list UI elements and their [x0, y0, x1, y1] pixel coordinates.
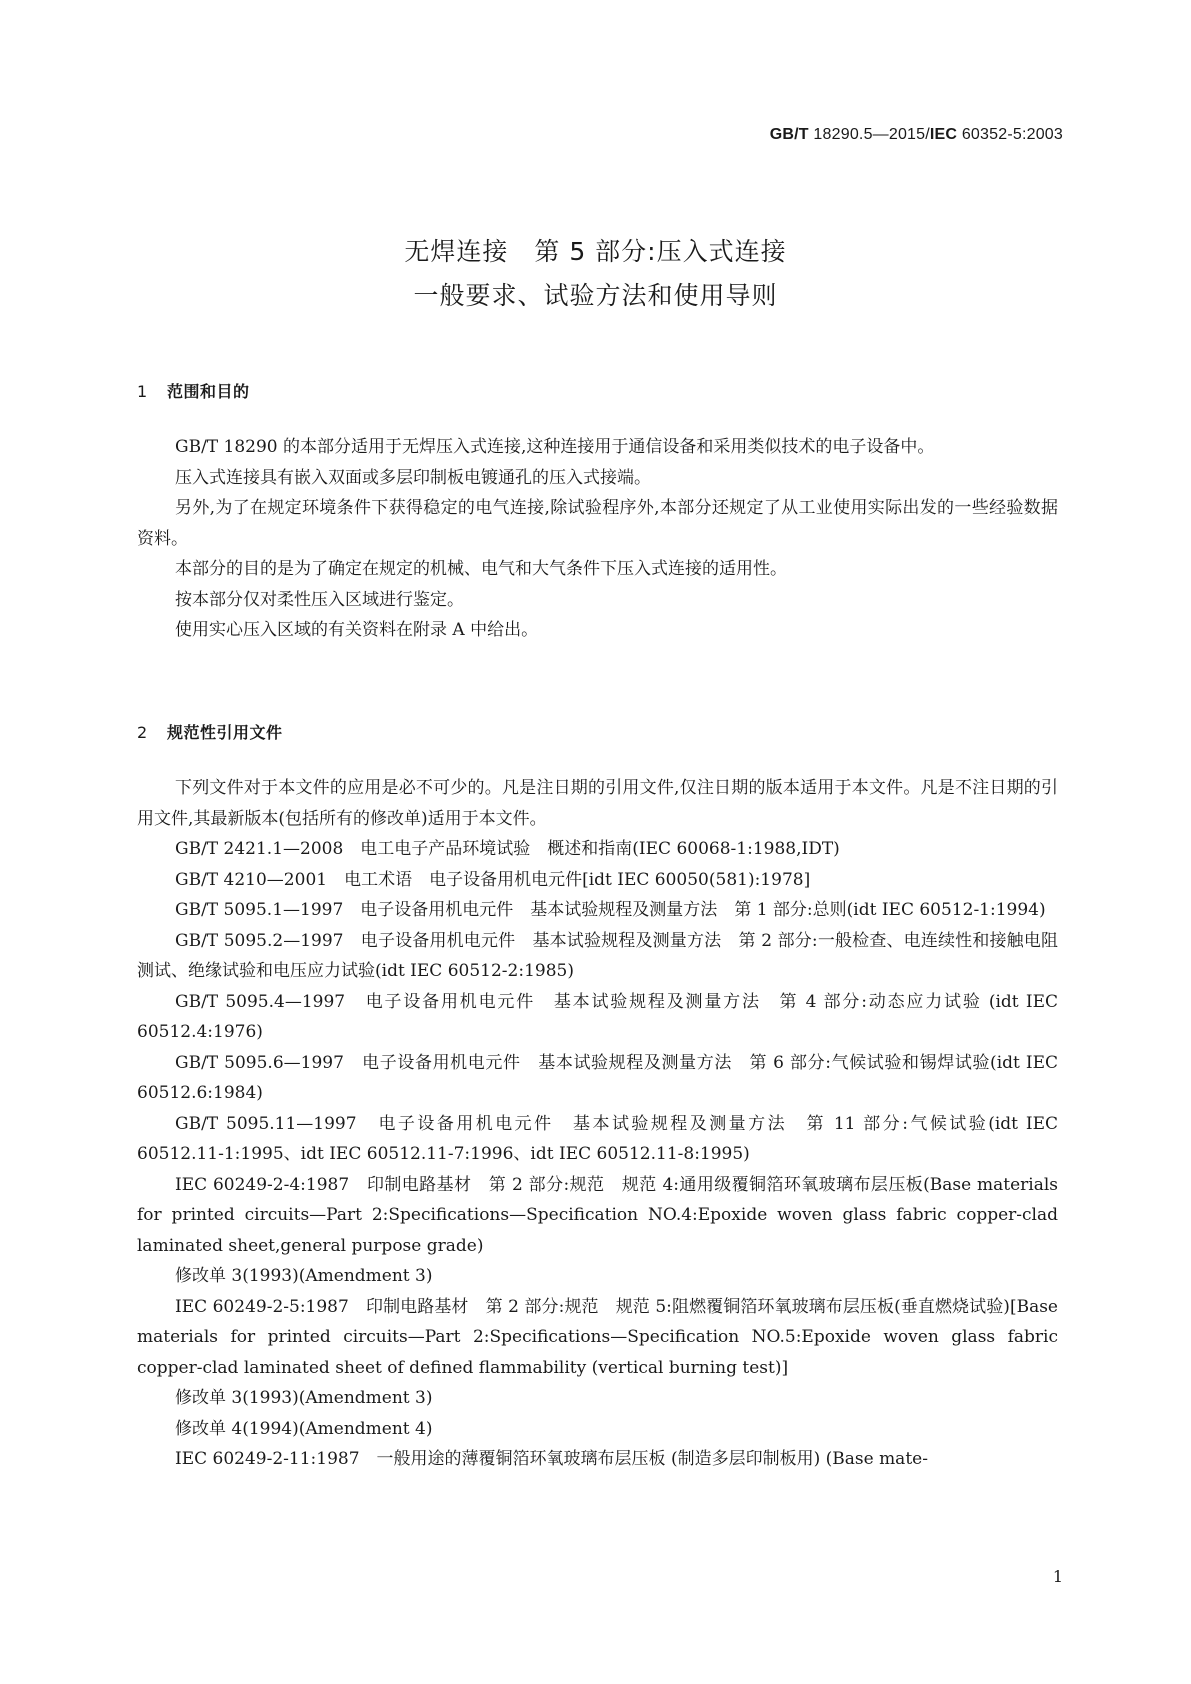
- section-2-heading: [137, 720, 283, 743]
- section-1-number: 1: [137, 382, 148, 401]
- reference-item: IEC 60249-2-5:1987 印制电路基材 第 2 部分:规范 规范 5:阻燃覆铜箔环氧玻璃布层压板(垂直燃烧试验)[Base materials for printed circuits—Part 2:Specifications—Specification NO.5:Epoxide woven glass fabric copper-clad laminated sheet of defined flammability (vertical burning test)]: [137, 1296, 1058, 1378]
- paragraph: 下列文件对于本文件的应用是必不可少的。凡是注日期的引用文件,仅注日期的版本适用于本文件。凡是不注日期的引用文件,其最新版本(包括所有的修改单)适用于本文件。: [137, 778, 1058, 829]
- reference-item: GB/T 5095.1—1997 电子设备用机电元件 基本试验规程及测量方法 第 1 部分:总则(idt IEC 60512-1:1994): [175, 900, 1046, 920]
- reference-item: GB/T 5095.6—1997 电子设备用机电元件 基本试验规程及测量方法 第 6 部分:气候试验和锡焊试验(idt IEC 60512.6:1984): [137, 1052, 1058, 1103]
- std-gb-prefix: GB/T: [769, 126, 809, 143]
- page-number: 1: [1052, 1567, 1063, 1586]
- reference-item: GB/T 2421.1—2008 电工电子产品环境试验 概述和指南(IEC 60068-1:1988,IDT): [175, 839, 840, 859]
- paragraph: GB/T 18290 的本部分适用于无焊压入式连接,这种连接用于通信设备和采用类似技术的电子设备中。: [175, 437, 935, 457]
- section-2-number: 2: [137, 723, 148, 742]
- reference-item: 修改单 3(1993)(Amendment 3): [175, 1388, 433, 1408]
- section-2-body: [137, 773, 1058, 1475]
- reference-item: IEC 60249-2-11:1987 一般用途的薄覆铜箔环氧玻璃布层压板 (制造多层印制板用) (Base mate-: [175, 1449, 928, 1469]
- reference-item: 修改单 3(1993)(Amendment 3): [175, 1266, 433, 1286]
- document-title-line-1: 无焊连接 第 5 部分:压入式连接: [404, 237, 787, 266]
- reference-item: GB/T 5095.11—1997 电子设备用机电元件 基本试验规程及测量方法 第 11 部分:气候试验(idt IEC 60512.11-1:1995、idt IEC 60512.11-7:1996、idt IEC 60512.11-8:1995): [137, 1113, 1058, 1164]
- section-1-heading: [137, 379, 250, 402]
- reference-item: IEC 60249-2-4:1987 印制电路基材 第 2 部分:规范 规范 4:通用级覆铜箔环氧玻璃布层压板(Base materials for printed circuits—Part 2:Specifications—Specification NO.4:Epoxide woven glass fabric copper-clad laminated sheet,general purpose grade): [137, 1174, 1058, 1256]
- paragraph: 按本部分仅对柔性压入区域进行鉴定。: [175, 589, 464, 610]
- section-1-body: [137, 432, 1058, 646]
- std-iec-number: 60352-5:2003: [957, 126, 1063, 143]
- reference-item: GB/T 5095.2—1997 电子设备用机电元件 基本试验规程及测量方法 第 2 部分:一般检查、电连续性和接触电阻测试、绝缘试验和电压应力试验(idt IEC 60512-2:1985): [137, 930, 1058, 981]
- paragraph: 本部分的目的是为了确定在规定的机械、电气和大气条件下压入式连接的适用性。: [175, 559, 787, 579]
- paragraph: 另外,为了在规定环境条件下获得稳定的电气连接,除试验程序外,本部分还规定了从工业使用实际出发的一些经验数据资料。: [137, 498, 1058, 549]
- reference-item: GB/T 5095.4—1997 电子设备用机电元件 基本试验规程及测量方法 第 4 部分:动态应力试验 (idt IEC 60512.4:1976): [137, 991, 1058, 1042]
- reference-item: 修改单 4(1994)(Amendment 4): [175, 1418, 433, 1439]
- standard-number-header: [770, 126, 1063, 144]
- section-1-title: 范围和目的: [167, 382, 250, 401]
- section-2-title: 规范性引用文件: [167, 723, 283, 742]
- paragraph: 使用实心压入区域的有关资料在附录 A 中给出。: [175, 620, 539, 640]
- std-iec-prefix: IEC: [929, 126, 958, 143]
- document-title-line-2: 一般要求、试验方法和使用导则: [413, 281, 778, 310]
- paragraph: 压入式连接具有嵌入双面或多层印制板电镀通孔的压入式接端。: [175, 467, 651, 488]
- reference-item: GB/T 4210—2001 电工术语 电子设备用机电元件[idt IEC 60050(581):1978]: [175, 869, 811, 890]
- std-gb-number: 18290.5—2015/: [808, 126, 930, 143]
